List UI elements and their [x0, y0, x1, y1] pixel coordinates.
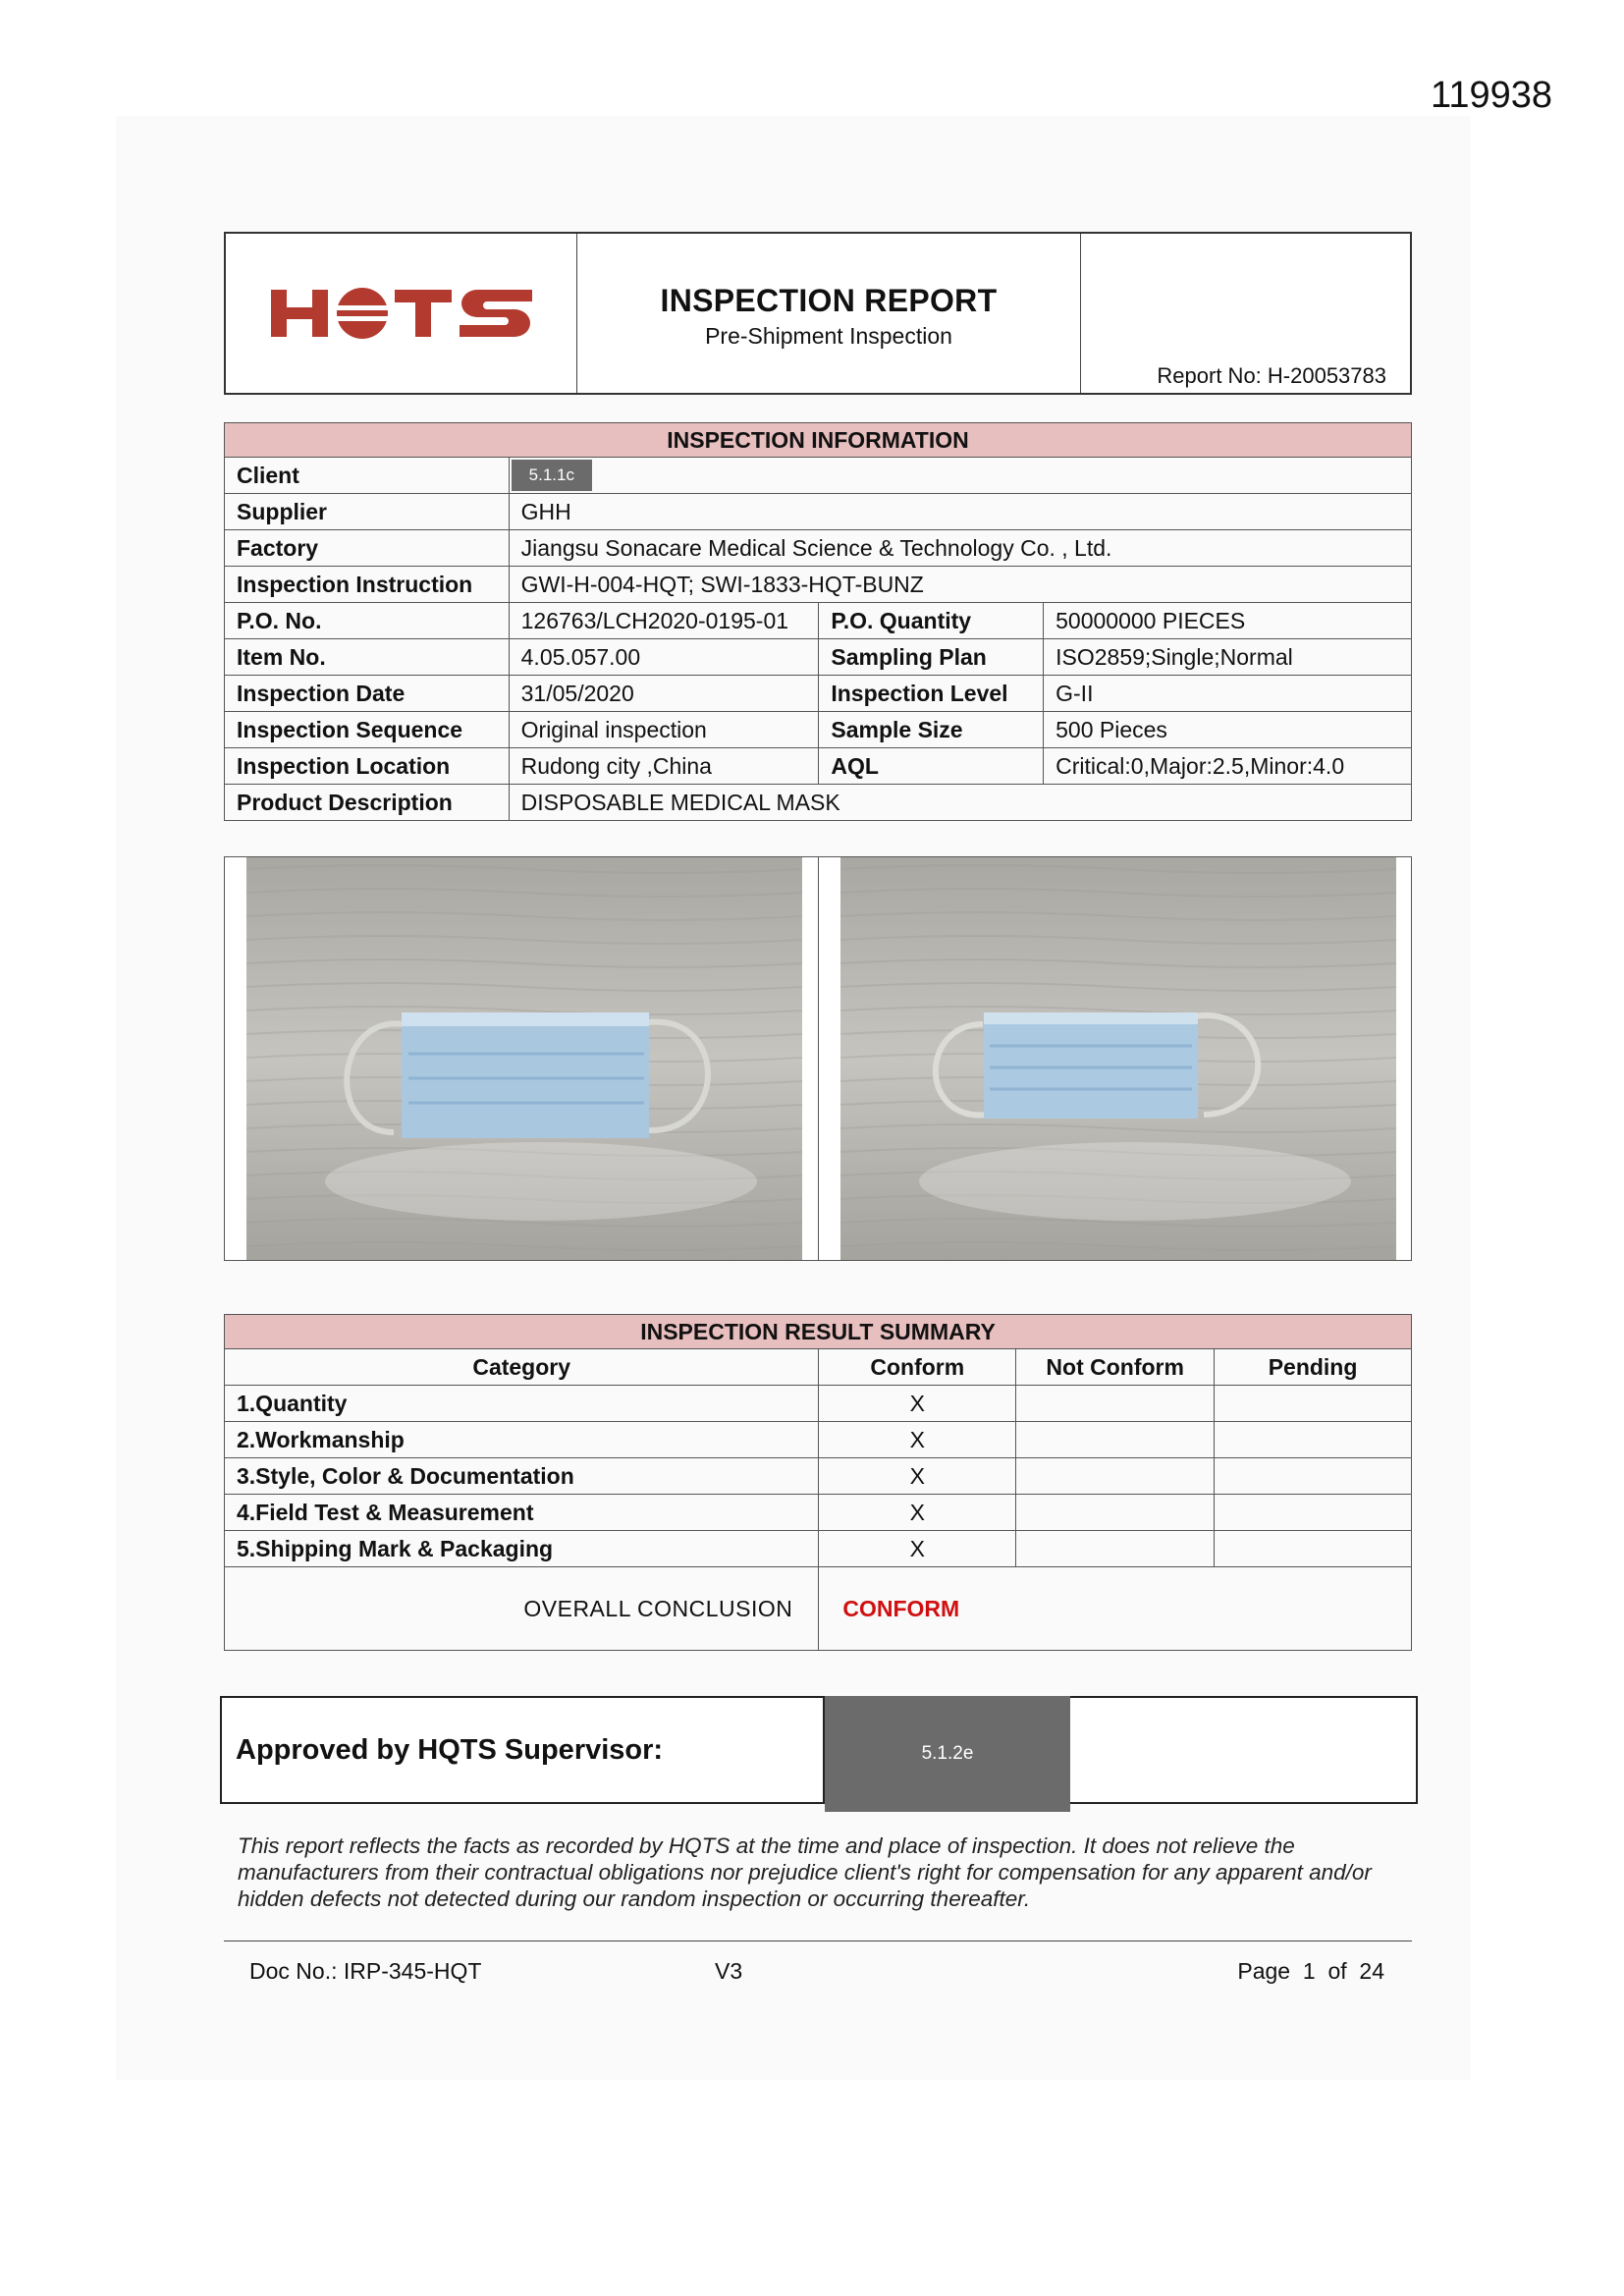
- section-title-result-summary: INSPECTION RESULT SUMMARY: [225, 1315, 1412, 1349]
- inspection-level-label: Inspection Level: [819, 676, 1044, 712]
- row-not-conform: [1016, 1422, 1215, 1458]
- item-number-value: 4.05.057.00: [509, 639, 819, 676]
- client-redaction: 5.1.1c: [512, 460, 592, 491]
- po-number-label: P.O. No.: [225, 603, 510, 639]
- row-pending: [1215, 1458, 1412, 1495]
- report-number: Report No: H-20053783: [1157, 363, 1386, 388]
- row-not-conform: [1016, 1495, 1215, 1531]
- column-header-pending: Pending: [1215, 1349, 1412, 1386]
- po-number-value: 126763/LCH2020-0195-01: [509, 603, 819, 639]
- row-pending: [1215, 1495, 1412, 1531]
- row-not-conform: [1016, 1386, 1215, 1422]
- aql-label: AQL: [819, 748, 1044, 785]
- inspection-information-table: [224, 422, 1412, 821]
- report-header: [224, 232, 1412, 395]
- product-description-label: Product Description: [225, 785, 510, 821]
- footer-page-number: Page 1 of 24: [1237, 1958, 1384, 1984]
- table-row: [225, 1458, 1412, 1495]
- column-header-conform: Conform: [819, 1349, 1016, 1386]
- approval-blank: [1070, 1698, 1416, 1802]
- product-photo-2: [818, 857, 1411, 1260]
- report-subtitle: Pre-Shipment Inspection: [705, 323, 952, 349]
- approval-label: Approved by HQTS Supervisor:: [222, 1698, 825, 1802]
- inspection-sequence-value: Original inspection: [509, 712, 819, 748]
- report-title-block: [577, 234, 1081, 393]
- aql-value: Critical:0,Major:2.5,Minor:4.0: [1044, 748, 1412, 785]
- row-pending: [1215, 1531, 1412, 1567]
- row-category: 1.Quantity: [225, 1386, 819, 1422]
- row-category: 2.Workmanship: [225, 1422, 819, 1458]
- row-conform: X: [819, 1458, 1016, 1495]
- po-quantity-value: 50000000 PIECES: [1044, 603, 1412, 639]
- inspection-result-summary-table: [224, 1314, 1412, 1651]
- mask-photo-1-image: [246, 857, 802, 1260]
- table-row: [225, 1386, 1412, 1422]
- footer-doc-number: Doc No.: IRP-345-HQT: [249, 1958, 482, 1984]
- row-category: 5.Shipping Mark & Packaging: [225, 1531, 819, 1567]
- client-label: Client: [225, 458, 510, 494]
- item-number-label: Item No.: [225, 639, 510, 676]
- po-quantity-label: P.O. Quantity: [819, 603, 1044, 639]
- report-title: INSPECTION REPORT: [660, 283, 998, 318]
- mask-photo-2-image: [840, 857, 1396, 1260]
- inspection-date-value: 31/05/2020: [509, 676, 819, 712]
- inspection-date-label: Inspection Date: [225, 676, 510, 712]
- row-not-conform: [1016, 1458, 1215, 1495]
- column-header-not-conform: Not Conform: [1016, 1349, 1215, 1386]
- sampling-plan-value: ISO2859;Single;Normal: [1044, 639, 1412, 676]
- table-row: [225, 1422, 1412, 1458]
- product-description-value: DISPOSABLE MEDICAL MASK: [509, 785, 1411, 821]
- table-row: [225, 1495, 1412, 1531]
- row-category: 4.Field Test & Measurement: [225, 1495, 819, 1531]
- hqts-logo: [226, 234, 577, 393]
- inspection-instruction-value: GWI-H-004-HQT; SWI-1833-HQT-BUNZ: [509, 567, 1411, 603]
- approval-block: [220, 1696, 1418, 1804]
- client-value: [509, 458, 1411, 494]
- supplier-value: GHH: [509, 494, 1411, 530]
- disclaimer-text: This report reflects the facts as recorded by HQTS at the time and place of inspection. It does not relieve the manufacturers from their contractual obligations nor prejudice client's right for compensation for any apparent and/or hidden defects not detected during our random inspection or occurring thereafter.: [238, 1833, 1372, 1911]
- sample-size-value: 500 Pieces: [1044, 712, 1412, 748]
- supplier-label: Supplier: [225, 494, 510, 530]
- row-category: 3.Style, Color & Documentation: [225, 1458, 819, 1495]
- report-number-block: [1081, 234, 1410, 393]
- column-header-category: Category: [225, 1349, 819, 1386]
- inspection-location-label: Inspection Location: [225, 748, 510, 785]
- factory-label: Factory: [225, 530, 510, 567]
- inspection-sequence-label: Inspection Sequence: [225, 712, 510, 748]
- row-not-conform: [1016, 1531, 1215, 1567]
- document-number: 119938: [1431, 75, 1552, 116]
- footer-version: V3: [715, 1958, 743, 1984]
- inspection-level-value: G-II: [1044, 676, 1412, 712]
- row-pending: [1215, 1422, 1412, 1458]
- row-pending: [1215, 1386, 1412, 1422]
- inspection-location-value: Rudong city ,China: [509, 748, 819, 785]
- supervisor-signature-redaction: 5.1.2e: [825, 1696, 1070, 1812]
- sampling-plan-label: Sampling Plan: [819, 639, 1044, 676]
- product-photo-1: [225, 857, 818, 1260]
- row-conform: X: [819, 1495, 1016, 1531]
- factory-value: Jiangsu Sonacare Medical Science & Technology Co. , Ltd.: [509, 530, 1411, 567]
- hqts-logo-icon: [269, 286, 534, 341]
- table-row: [225, 1531, 1412, 1567]
- sample-size-label: Sample Size: [819, 712, 1044, 748]
- row-conform: X: [819, 1422, 1016, 1458]
- product-photos: [224, 856, 1412, 1261]
- row-conform: X: [819, 1386, 1016, 1422]
- section-title-inspection-information: INSPECTION INFORMATION: [225, 423, 1412, 458]
- overall-conclusion-value: CONFORM: [819, 1567, 1412, 1651]
- inspection-instruction-label: Inspection Instruction: [225, 567, 510, 603]
- row-conform: X: [819, 1531, 1016, 1567]
- overall-conclusion-label: OVERALL CONCLUSION: [225, 1567, 819, 1651]
